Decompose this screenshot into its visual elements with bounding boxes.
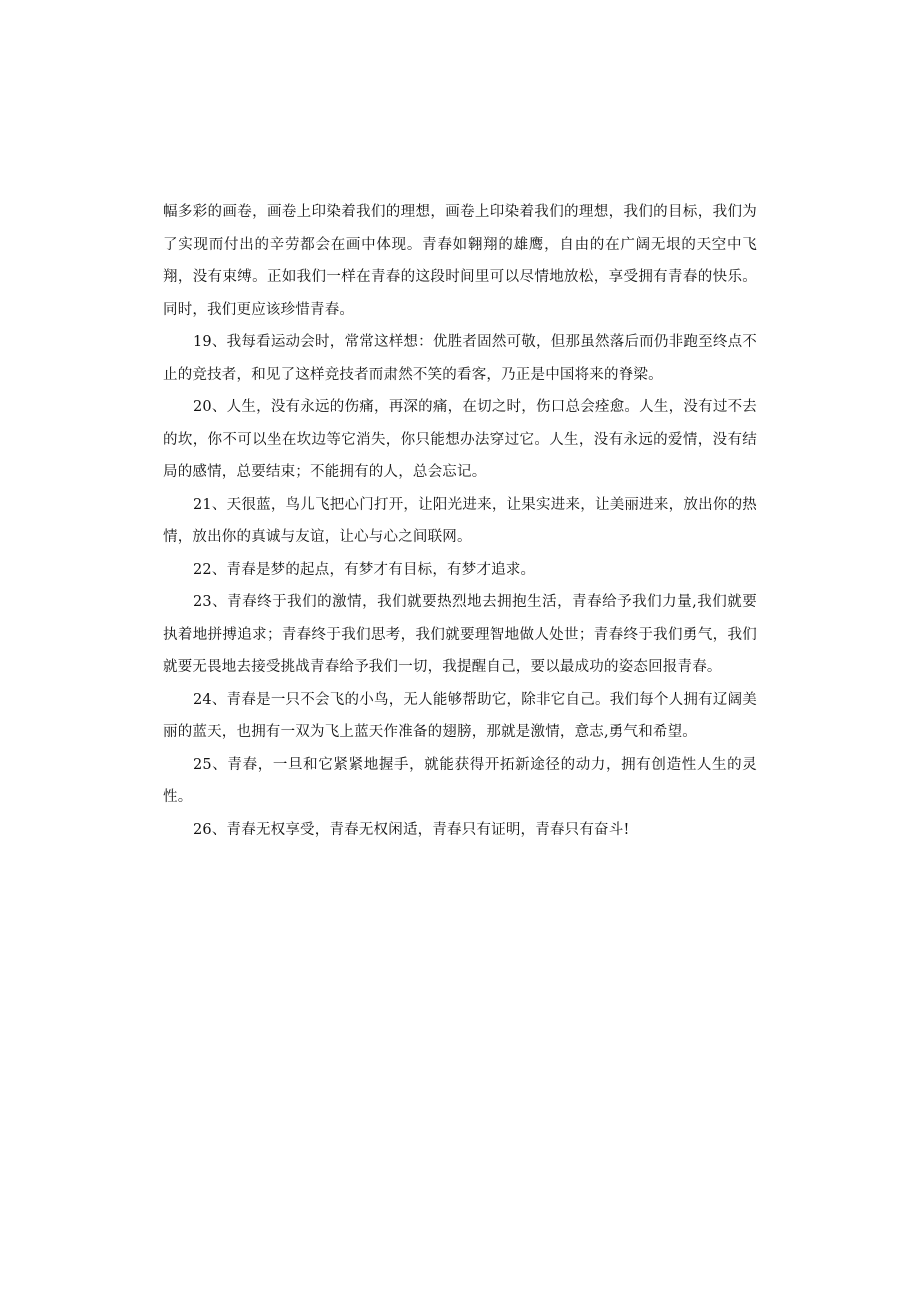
paragraph-23: 23、青春终于我们的激情，我们就要热烈地去拥抱生活，青春给予我们力量,我们就要执着地拼搏追求；青春终于我们思考，我们就要理智地做人处世；青春终于我们勇气，我们就要无畏地去接受挑战青春给予我们一切，我提醒自己，要以最成功的姿态回报青春。 bbox=[163, 594, 757, 675]
paragraph-26: 26、青春无权享受，青春无权闲适，青春只有证明，青春只有奋斗! bbox=[193, 821, 630, 838]
paragraph-22: 22、青春是梦的起点，有梦才有目标，有梦才追求。 bbox=[193, 561, 536, 578]
paragraph-25: 25、青春，一旦和它紧紧地握手，就能获得开拓新途径的动力，拥有创造性人生的灵性。 bbox=[163, 756, 757, 805]
paragraph-20: 20、人生，没有永远的伤痛，再深的痛，在切之时，伤口总会痊愈。人生，没有过不去的坎，你不可以坐在坎边等它消失，你只能想办法穿过它。人生，没有永远的爱情，没有结局的感情，总要结束；不能拥有的人，总会忘记。 bbox=[163, 399, 757, 480]
document-body bbox=[163, 196, 757, 846]
paragraph-21: 21、天很蓝，鸟儿飞把心门打开，让阳光进来，让果实进来，让美丽进来，放出你的热情，放出你的真诚与友谊，让心与心之间联网。 bbox=[163, 496, 757, 545]
paragraph-24: 24、青春是一只不会飞的小鸟，无人能够帮助它，除非它自己。我们每个人拥有辽阔美丽的蓝天，也拥有一双为飞上蓝天作准备的翅膀，那就是激情，意志,勇气和希望。 bbox=[163, 691, 757, 740]
paragraph-continuation: 幅多彩的画卷，画卷上印染着我们的理想，画卷上印染着我们的理想，我们的目标，我们为了实现而付出的辛劳都会在画中体现。青春如翱翔的雄鹰，自由的在广阔无垠的天空中飞翔，没有束缚。正如我们一样在青春的这段时间里可以尽情地放松，享受拥有青春的快乐。同时，我们更应该珍惜青春。 bbox=[163, 204, 757, 318]
paragraph-19: 19、我每看运动会时，常常这样想：优胜者固然可敬，但那虽然落后而仍非跑至终点不止的竞技者，和见了这样竞技者而肃然不笑的看客，乃正是中国将来的脊梁。 bbox=[163, 334, 757, 383]
